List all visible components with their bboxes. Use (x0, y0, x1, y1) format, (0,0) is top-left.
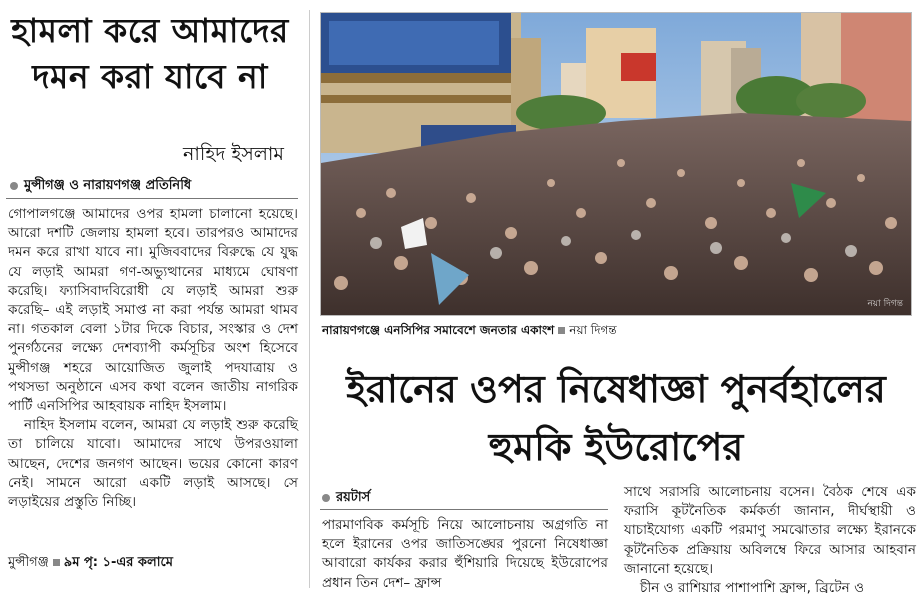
bullet-icon (322, 494, 330, 502)
left-dateline-text: মুন্সীগঞ্জ ও নারায়ণগঞ্জ প্রতিনিধি (24, 178, 192, 193)
right-headline: ইরানের ওপর নিষেধাজ্ঞা পুনর্বহালের হুমকি ইউরোপের (346, 366, 886, 469)
square-icon (558, 327, 565, 334)
left-headline: হামলা করে আমাদের দমন করা যাবে না (11, 11, 289, 96)
photo-watermark: নয়া দিগন্ত (867, 299, 903, 309)
rally-photo (320, 12, 912, 316)
continue-link[interactable]: ৯ম পৃ: ১-এর কলামে (63, 555, 173, 570)
right-divider (320, 509, 608, 510)
right-body-paragraph-2: সাথে সরাসরি আলোচনায় বসেন। বৈঠক শেষে এক ফরাসি কূটনৈতিক কর্মকর্তা জানান, দীর্ঘস্থায়ী ও যাচাইযোগ্য একটি পরমাণু সমঝোতার লক্ষ্যে ইরানকে কূটনৈতিক প্রক্রিয়ায় অবিলম্বে ফিরে আসার আহবান জানানো হয়েছে। (624, 484, 916, 577)
left-article (0, 0, 300, 588)
left-byline: নাহিদ ইসলাম (183, 143, 284, 165)
photo-caption (322, 322, 912, 342)
left-dateline (10, 176, 191, 197)
right-dateline (322, 488, 370, 509)
left-body-paragraph-1: গোপালগঞ্জে আমাদের ওপর হামলা চালানো হয়েছে। আরো দশটি জেলায় হামলা হবে। তারপরও আমাদের দমন করে রাখা যাবে না। মুজিববাদের বিরুদ্ধে যে যুদ্ধ যে লড়াই আমরা গণ-অভ্যুত্থানের মাধ্যমে ঘোষণা করেছি। ফ্যাসিবাদবিরোধী যে লড়াই আমরা শুরু করেছি– এই লড়াই সমাপ্ত না করা পর্যন্ত আমরা থামব না। গতকাল বেলা ১টার দিকে বিচার, সংস্কার ও দেশ পুনর্গঠনের লক্ষ্যে দেশব্যাপী কর্মসূচির অংশ হিসেবে মুন্সীগঞ্জ শহরে আয়োজিত জুলাই পদযাত্রায় ও পথসভা অনুষ্ঠানে এসব কথা বলেন জাতীয় নাগরিক পার্টি এনসিপির আহবায়ক নাহিদ ইসলাম। (8, 206, 298, 415)
bullet-icon (10, 182, 18, 190)
square-icon (53, 559, 60, 566)
left-divider (6, 198, 298, 199)
left-body-paragraph-2: নাহিদ ইসলাম বলেন, আমরা যে লড়াই শুরু করেছি তা চালিয়ে যাবো। আমাদের সাথে উপরওয়ালা আছেন, দেশের জনগণ আছেন। ভয়ের কোনো কারণ নেই। সামনে আরো একটি লড়াই আসছে। সে লড়াইয়ের প্রস্তুতি নিচ্ছি। (8, 417, 298, 511)
left-footer-place: মুন্সীগঞ্জ (8, 555, 49, 570)
right-body-column-2 (624, 483, 916, 598)
left-footer (8, 553, 300, 574)
right-dateline-text: রয়টার্স (336, 490, 371, 505)
right-body-column-1 (322, 516, 608, 593)
caption-credit: নয়া দিগন্ত (569, 323, 617, 337)
caption-text: নারায়ণগঞ্জে এনসিপির সমাবেশে জনতার একাংশ (322, 323, 555, 337)
column-divider (309, 10, 310, 588)
right-body-paragraph-1: পারমাণবিক কর্মসূচি নিয়ে আলোচনায় অগ্রগতি না হলে ইরানের ওপর জাতিসঙ্ঘের পুরনো নিষেধাজ্ঞা আবারো কার্যকর করার হুঁশিয়ারি দিয়েছে ইউরোপের প্রধান তিন দেশ– ফ্রান্স (322, 517, 608, 591)
crowd-photo-illustration (321, 13, 911, 315)
right-body-paragraph-3: চীন ও রাশিয়ার পাশাপাশি ফ্রান্স, ব্রিটেন ও (640, 580, 865, 597)
left-body (8, 205, 298, 512)
